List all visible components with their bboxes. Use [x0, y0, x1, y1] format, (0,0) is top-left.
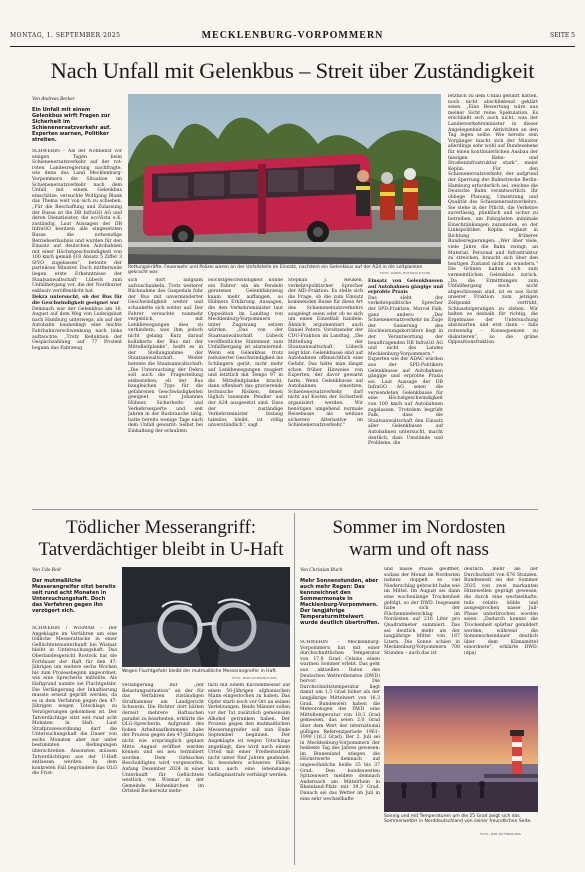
article-column-3: deutlich mehr als der Durchschnitt von 676 Stunden. Bundesweit sei der Sommer 2025 von zwei markanten Hitzewellen geprägt gewesen, die durch eine wechselhafte, teils relativ kühle und ausgesprochen nasse Juli-Phase unterbrochen worden seien. „Dadurch konnte die Trockenheit spürbar gemildert werden, während die Sonnenscheindauer deutlich über dem Klimamittel einordnete“, erklärte DWD. (dpa)	[464, 567, 538, 656]
article-column-3: Höchstgeschwindigkeit könne ein Fahrer ein im Pendeln geratenes Gelenkfahrzeug kaum mehr auffangen, so Hübners Erklärung. Aussagen, die den Verkehrsminister laut Opposition im Landtag von Mecklenburg-Vorpommern unter Zugzwang setzen würden. „Das von der Staatsanwaltschaft Lübeck veröffentlichte Statement zum Unfallhergang ist alarmierend. Wenn ein Gelenkbus trotz reduzierter Geschwindigkeit ins Schlingern gerät, nicht mehr auf Lenkbewegungen reagiert und letztlich mit Tempo 97 in die Mittelleitplanke kracht, dann offenbart das gravierende technische Risiken, denen täglich tausende Pendler auf der A24 ausgesetzt sind. Dass der zuständige Verkehrsminister bislang tatenlos bleibt, ist völlig unverständlich“, sagt	[208, 278, 283, 429]
headline-bus-accident: Nach Unfall mit Gelenkbus – Streit über Zuständigkeit	[50, 58, 535, 83]
photo-credit: FOTO: JENS BÜTTNER/DPA	[480, 832, 521, 836]
column-subhead: Einsatz von Gelenkbussen auf Autobahnen gängige und erprobte Praxis	[368, 279, 443, 296]
headline-summer-weather	[300, 517, 538, 561]
photo-credit: FOTO: DANIEL BOCKWOLDT/DPA	[380, 271, 431, 275]
byline: Von Andreas Becker	[32, 96, 75, 102]
column-text: SCHWERIN – Als der Notdienst vor einigen Tagen beim Schienenersatzverkehr auf der rot-roten Landesregierung nachfragte, wie denn das Land Mecklenburg-Vorpommern die Situation im Schienenersatzverkehr nach dem Unfall mit einem Gelenkbus einschätze, versuchte Wolfgang Blank das Thema weit von sich zu schieben. „Für die Beschaffung und Zulassung der Busse ist die DB InfraGO AG und deren Dienstleister, die ecoVista e.K. zuständig. Laut Aussagen der DB InfraGO besitzen alle eingesetzten Busse die notwendige Betriebserlaubnis und wurden für den Einsatz auf deutschen Autobahnen mit einer Höchstgeschwindigkeit von 100 km/h gemäß §18 Absatz 5 Ziffer 3 StVO zugelassen“, betonte der parteilose Minister. Doch mittlerweile liegen erste Erkenntnisse der Staatsanwaltschaft Lübeck zum Unfallhergang vor, die der Nordkurier exklusiv veröffentlicht hat.	[32, 149, 122, 294]
article-column-2: und nasse Phase geöffnet, sodass der Monat im Nordosten nahezu doppelt so viel Niederschlag gebracht habe wie im Mittel. Im August sei dann eine wochenlange Trockenheit gefolgt, so der DWD. Insgesamt habe sich der Flächenniederschlag im Nordosten auf 216 Liter pro Quadratmeter summiert. Das sei deutlich mehr als der langjährige Mittel von 187 Litern. Die Sonne schien in Mecklenburg-Vorpommern 708 Stunden – auch das ist	[384, 567, 460, 656]
article-column-4: Stephan J. Reuken, verkehrspolitischer Sprecher der AfD-Fraktion. Es stelle sich die Frage, ob die zum Einsatz kommenden Busse für diese Art des Schienenersatzverkehrs ausgelegt seien oder ob es sich um einen Einzelfall handele. Ähnlich argumentiert auch Daniel Peters, Vorsitzender der CDU-Fraktion im Landtag. „Die Mitteilung der Staatsanwaltschaft Lübeck zeigt klar: Gelenkbusse sind auf Autobahnen offensichtlich eine Gefahr. Das hätte man längst schon früher Hinweise von Experten, der davor gewarnt hatte. Wenn Gelenkbusse auf Autobahnen einsetzen, Schienenersatzverkehr darf nicht auf Kosten der Sicherheit organisiert werden. Wir benötigen umgehend normale Reisebusse als weitaus sicherere Alternative im Schienenersatzverkehr.“	[288, 278, 363, 429]
bus-accident-image	[128, 94, 441, 264]
headline-line: Tatverdächtiger bleibt in U-Haft	[38, 539, 284, 560]
headline-line: Tödlicher Messerangriff:	[65, 517, 257, 538]
headline-line: Sommer im Nordosten	[332, 517, 506, 538]
photo-caption: Wegen Fluchtgefahr bleibt der mutmaßliche Messerangreifer in Haft.	[122, 669, 278, 674]
issue-date: MONTAG, 1. SEPTEMBER 2025	[10, 32, 121, 39]
byline: Von Udo Roll	[32, 567, 61, 573]
page-number: SEITE 5	[550, 32, 575, 39]
column-text: Das sieht der verkehrspolitische Sprecher der SPD-Fraktion, Marcel Falk, ganz anders: „Der Schienenersatzverkehr im Zuge der Sanierung des Hochleistungskorridors liegt in der Verantwortung der beauftragenden DB InfraGO AG und nicht des Landes Mecklenburg-Vorpommern.“ Experten wie der ADAC würden aus der SPD-Politikers Gelenkbusse auf Autobahnen gängige und erprobte Praxis sei. Laut Aussage der DB InfraGO AG seien die verwendeten Gelenkbusse für eine Höchstgeschwindigkeit von 100 km/h auf Autobahnen zugelassen. Trotzdem begrüßt Falk, dass die Staatsanwaltschaft den Einsatz aller Gelenkbusse auf Autobahnen untersucht, macht deutlich, dass Umstände und Probleme, die	[368, 295, 443, 447]
article-column-2: sich dort langsam aufzuschaukeln. Trotz weiterer Rücknahme des Gaspedals fuhr der Bus mit unverminderter Geschwindigkeit weiter und schaukelte sich weiter auf. Der Fahrer versuchte nunmehr vergeblich, mit Lenkbewegungen dies zu verhindern, was ihm jedoch nicht gelang. Kurz darauf kollidierte der Bus mit der Mittelleitplanke“, heißt es in der Stellungnahme der Staatsanwaltschaft. Weiter betonte die Staatsanwaltschaft: „Die Untersuchung der Dekra soll auch die Fragestellung einbeziehen, ob der Bus baugleichen Typs für die gefahrenen Geschwindigkeiten geeignet war.“ Johannes Hübner, Sicherheits- und Verkehrsexperte und seit Jahren in der Busbranche tätig, hatte bereits wenige Tage nach dem Unfall gewarnt: Selbst bei Einhaltung der erlaubten	[128, 278, 203, 435]
photo-credit: FOTO: MARCUS BRANDT/DPA	[232, 676, 278, 680]
handcuffs-photo	[122, 567, 290, 667]
article-lead: Mehr Sonnenstunden, aber auch mehr Regen: Das kennzeichnet den Sommermonate in Mecklenburg-Vorpommern. Der langjährige Temperaturmittelwert wurde deutlich übertroffen.	[300, 578, 380, 626]
section-divider	[32, 509, 538, 510]
article-lead: Ein Unfall mit einem Gelenkbus wirft Fragen zur Sicherheit im Schienenersatzverkehr auf. Experten warnen, Politiker streiten.	[32, 107, 111, 143]
header-rule	[10, 46, 575, 47]
headline-line: warm und oft nass	[349, 539, 489, 560]
article-column-5	[368, 278, 443, 506]
column-subhead: Dekra untersucht, ob der Bus für die Geschwindigkeit geeignet war	[32, 295, 122, 307]
headline-knife-attack	[32, 517, 290, 561]
page-header	[10, 26, 575, 46]
beach-sunset-image	[384, 686, 538, 812]
column-divider	[294, 513, 295, 865]
bus-accident-photo	[128, 94, 441, 264]
handcuffs-image	[122, 567, 290, 667]
byline: Von Christian Risch	[300, 567, 343, 573]
photo-caption: Sonnig und mit Temperaturen um die 25 Grad zeigt sich das Sommerwetter in Norddeutschland von seiner freundlichen Seite.	[384, 814, 532, 825]
article-column-1: SCHWERIN – Mecklenburg-Vorpommern hat mit einer durchschnittlichen Temperatur von 17,8 Grad Celsius einen warmen Sommer erlebt. Das geht aus aktuellen Daten des Deutschen Wetterdienstes (DWD) hervor. Die Durchschnittstemperatur liegt damit um 1,5 Grad höher als der langjährige Mittelwert von 16,3 Grad. Bundesweit haben die Meteorologen des DWD eine Mitteltemperatur von 18,3 Grad gemessen, das seien 2,0 Grad über dem Wert der international gültigen Referenzperiode 1961–1990 (16,3 Grad). Der 2. Juli sei in Mecklenburg-Vorpommern der heißeste Tag des Jahres gewesen: im Binnenland stiegen die Höchstwerte demnach auf ungewöhnliche heiße 35 bis 37 Grad. Den bundesweiten Spitzenwert meldete demnach Andernach am Mittelrhein in Rheinland-Pfalz mit 39,3 Grad. Danach sei das Wetter im Juli in eine sehr wechselhafte	[300, 640, 380, 802]
column-text: Demnach war der Gelenkbus am 16. August auf dem Weg von Ludwigslust nach Hamburg unterwegs, als auf der Autobahn bauhedingt eine leichte Fahrbahnverschwenkung nach links auftauchte. „Trotz Reduktion der Gespächzahlung auf 77 Prozent begann das Fahrzeug	[32, 306, 122, 351]
beach-sunset-photo	[384, 686, 538, 812]
article-column-1	[32, 149, 122, 502]
article-lead: Der mutmaßliche Messerangreifer sitzt bereits seit rund acht Monaten in Untersuchungshaft. Doch das Verfahren gegen ihn verzögert sich.	[32, 578, 116, 614]
article-column-3: fach mit einem Küchenmesser auf einen 50-Jährigen afghanischen Mann eingestochen zu haben. Das Opfer starb noch vor Ort an seinen Verletzungen. Beide Männer sollen vor der Tat zusätzlich gemeinsam Alkohol getrunken haben. Der Prozess gegen den mutmaßlichen Messerangreifer soll nun Ende September beginnen. Der Angeklagte ist wegen Totschlags angeklagt, dies wird nach einem Urteil mit einer Freiheitsstrafe nicht unter fünf Jahren geahndet. In besonders schweren Fällen kann auch eine lebenslange Gefängnisstrafe verhängt werden.	[208, 683, 290, 778]
article-column-6: letztlich zu dem Unfall geführt hätten, noch nicht abschließend geklärt seien. „Eine Bewertung wäre aus meiner Sicht reine Spekulation. Es erschließt sich auch nicht, was der Landesverkehrsminister in dieser Angelegenheit an Aktivitäten an den Tag legen sollte. Wie bereits sein Vorgänger macht sich der Minister allerdings sehr wohl auf Bundesebene für einen kontinuierlichen Ausbau der hiesigen Bahn- und Straßeninfrastruktur stark“, meint Keplin. Für den Schienenersatzverkehr, der aufgrund der Sperrung der Bahnstrecke Berlin-Hamburg erforderlich sei, zeichne die Deutsche Bahn verantwortlich. Ihr obliege Planung, Umsetzung und Qualität des Schienenersatzverkehrs. Sie stehe in der Pflicht, die Verkehre zuverlässig, pünktlich und sicher zu betreiben, um Fahrgästen minimale Einschränkungen zuzumuten, so der Linkspolitiker. Keplin ergänzt in Richtung früherer Bundesregierungen: „Wer über viele, viele Jahre die Bahn zwingt, an Material, Personal und Infrastruktur zu streichen, braucht sich über den heutigen Zustand nicht zu wundern.“ Die Grünen halten sich zum vermeintlichen Gelenkbus zurück. „Da die Ermittlungen zum Unfallhergang noch nicht abgeschlossen sind, ist es aus Sicht unserer Fraktion zum jetzigen Zeitpunkt verfrüht, Schlussfolgerungen zu ziehen. Wir halten es deshalb für richtig, die Ergebnisse der Untersuchung abzuwarten und erst dann – falls notwendig – Konsequenzen zu diskutieren“, so die grüne Oppositionsfraktion.	[448, 94, 538, 346]
section-title: MECKLENBURG-VORPOMMERN	[201, 30, 384, 41]
article-column-1: SCHWERIN / WISMAR – Der Angeklagte im Verfahren um eine tödliche Messerattacke in einer Geflüchtetenunterkunft bei Wismar bleibt in Untersuchungshaft. Das Oberlandesgericht Rostock hat die Fortdauer der Haft für den 47-Jährigen um weitere sechs Wochen bis zum Prozessbeginn angeordnet, wie eine Sprecherin mitteilte. Als Haftgrund nannte sie Fluchtgefahr. Die Verlängerung der Inhaftierung musste erneut geprüft werden, da es in dem Verfahren gegen den 47-Jährigen wegen Totschlags zu Verzögerungen gekommen ist. Der Tatverdächtige sitzt seit rund acht Monaten in Haft. Laut Strafprozessordnung darf die Untersuchungshaft die Dauer von sechs Monaten aber nur unter bestimmten Bedingungen überschreiten. Ansonsten müssen Tatverdächtigen aus der U-Haft entlassen werden. In dem konkreten Fall begründete das OLG die Frist-	[32, 626, 117, 777]
article-column-2: verlängerung mit „der Belastungssituation“ an der für das Verfahren zuständigen Strafkammer am Landgericht Schwerin. Die Richter dort hätten derzeit mehrere Haftsachen parallel zu bearbeiten, erklärte die OLG-Sprecherin. Aufgrund des hohen Arbeitsaufkommens habe der Prozess gegen den 47-Jährigen nicht wie ursprünglich geplant Mitte August eröffnet werden können und sei neu terminiert worden. Dem türkischen Beschuldigten wird vorgeworfen, Anfang Dezember 2024 in einer Unterkunft für Geflüchtete westlich von Wismar in der Gemeinde Hohenkirchen im Ortsteil Beckerwitz mehr-	[122, 683, 204, 795]
photo-caption: Rettungskräfte, Feuerwehr und Polizei waren an der Unfallstelle im Einsatz, nachdem ein Gelenkbus auf der A24 in die Leitplanken gekracht war.	[128, 265, 423, 276]
